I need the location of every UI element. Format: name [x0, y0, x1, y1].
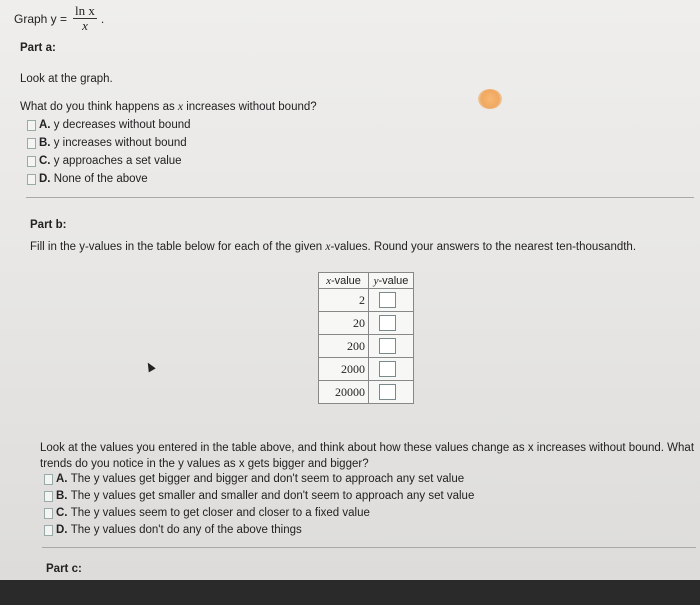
part-a-instruction: Look at the graph.	[20, 73, 113, 85]
part-b-question-line-2: trends do you notice in the y values as x gets bigger and bigger?	[40, 458, 369, 470]
table-row	[319, 335, 414, 358]
fraction-denominator: x	[82, 18, 88, 33]
column-header-x: x-value	[319, 273, 369, 289]
x-value-cell: 200	[319, 335, 369, 358]
x-value-cell: 2	[319, 289, 369, 312]
y-value-input[interactable]	[379, 292, 396, 308]
part-b-option-d[interactable]: D. The y values don't do any of the above things	[44, 524, 302, 536]
part-a-option-c[interactable]: C. y approaches a set value	[27, 155, 182, 167]
problem-header	[14, 4, 104, 33]
x-value-cell: 20000	[319, 381, 369, 404]
part-b-option-b[interactable]: B. The y values get smaller and smaller and don't seem to approach any set value	[44, 490, 474, 502]
y-value-cell[interactable]	[369, 358, 414, 381]
checkbox[interactable]	[44, 525, 53, 536]
x-value-cell: 2000	[319, 358, 369, 381]
checkbox[interactable]	[44, 491, 53, 502]
x-value-cell: 20	[319, 312, 369, 335]
table-row	[319, 312, 414, 335]
fraction-numerator: ln x	[75, 3, 95, 18]
table-row	[319, 289, 414, 312]
part-b-option-c[interactable]: C. The y values seem to get closer and closer to a fixed value	[44, 507, 370, 519]
part-b-option-a[interactable]: A. The y values get bigger and bigger and don't seem to approach any set value	[44, 473, 464, 485]
divider	[42, 547, 696, 548]
y-value-cell[interactable]	[369, 312, 414, 335]
y-value-cell[interactable]	[369, 381, 414, 404]
checkbox[interactable]	[27, 156, 36, 167]
part-b-instruction: Fill in the y-values in the table below for each of the given x-values. Round your answers to the nearest ten-thousandth.	[30, 241, 637, 253]
table-row	[319, 358, 414, 381]
part-a-question: What do you think happens as x increases without bound?	[20, 101, 317, 113]
y-value-cell[interactable]	[369, 289, 414, 312]
y-value-input[interactable]	[379, 315, 396, 331]
y-value-input[interactable]	[379, 384, 396, 400]
part-a-option-d[interactable]: D. None of the above	[27, 173, 148, 185]
part-a-option-b[interactable]: B. y increases without bound	[27, 137, 187, 149]
checkbox[interactable]	[27, 138, 36, 149]
y-value-input[interactable]	[379, 338, 396, 354]
part-a-title: Part a:	[20, 42, 56, 54]
part-b-title: Part b:	[30, 219, 67, 231]
header-prefix: Graph y =	[14, 11, 68, 26]
divider	[26, 197, 694, 198]
header-suffix: .	[100, 11, 105, 26]
values-table	[318, 272, 414, 404]
checkbox[interactable]	[27, 174, 36, 185]
part-b-question-line-1: Look at the values you entered in the table above, and think about how these values change as x increases without bound. What	[40, 442, 695, 454]
part-c-title: Part c:	[46, 563, 82, 575]
orange-dot	[478, 89, 502, 109]
checkbox[interactable]	[44, 474, 53, 485]
column-header-y: y-value	[369, 273, 414, 289]
checkbox[interactable]	[27, 120, 36, 131]
screen-bottom-bezel	[0, 580, 700, 605]
part-a-option-a[interactable]: A. y decreases without bound	[27, 119, 191, 131]
fraction	[73, 4, 97, 33]
y-value-input[interactable]	[379, 361, 396, 377]
table-row	[319, 381, 414, 404]
checkbox[interactable]	[44, 508, 53, 519]
y-value-cell[interactable]	[369, 335, 414, 358]
